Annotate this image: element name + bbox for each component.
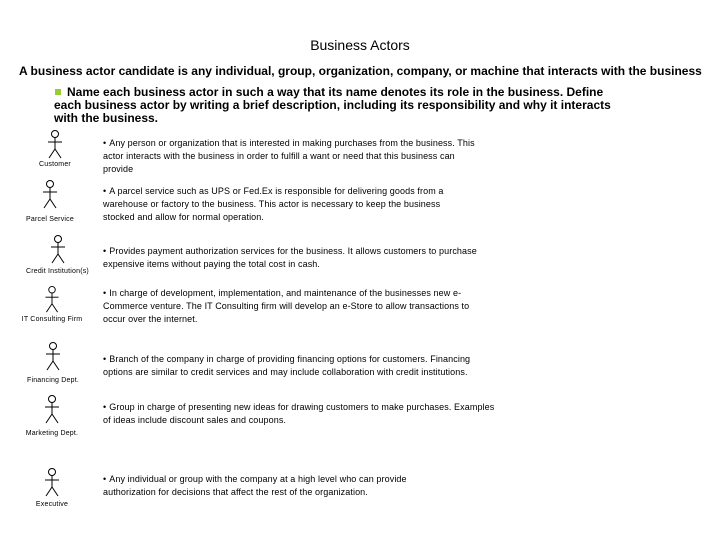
main-bullet-text: Name each business actor in such a way that its name denotes its role in the business. Define each business actor by writing a brief description, including its responsibility and why it interacts with the business.	[54, 85, 611, 125]
stick-figure-icon	[42, 395, 62, 425]
actor-parcel-service	[15, 180, 85, 223]
stick-figure-icon	[43, 342, 63, 372]
page-title: Business Actors	[310, 37, 410, 53]
actor-description	[103, 245, 478, 271]
actor-financing-dept	[18, 342, 88, 384]
actor-it-consulting-firm	[17, 286, 87, 323]
stick-figure-icon	[40, 180, 60, 210]
description-text: Any person or organization that is interested in making purchases from the business. This actor interacts with the business in order to fulfill a want or need that this business can provide	[103, 138, 475, 174]
description-text: A parcel service such as UPS or Fed.Ex is responsible for delivering goods from a warehouse or factory to the business. This actor is necessary to keep the business stocked and allow for normal operation.	[103, 186, 444, 222]
actor-label: Executive	[35, 501, 69, 508]
actor-label: Credit Institution(s)	[26, 268, 89, 275]
description-text: In charge of development, implementation, and maintenance of the businesses new e-Commerce venture. The IT Consulting firm will develop an e-Store to allow transactions to occur over the internet.	[103, 288, 470, 324]
actor-label: Financing Dept.	[26, 377, 80, 384]
description-text: Any individual or group with the company at a high level who can provide authorization for decisions that affect the rest of the organization.	[103, 474, 407, 497]
actor-credit-institutions	[20, 235, 95, 275]
actor-marketing-dept	[17, 395, 87, 437]
actor-label: Marketing Dept.	[25, 430, 79, 437]
intro-text: A business actor candidate is any individual, group, organization, company, or machine that interacts with the business	[19, 64, 702, 78]
actor-description	[103, 185, 448, 224]
actor-executive	[17, 468, 87, 508]
bullet-dot: •	[103, 402, 107, 412]
stick-figure-icon	[42, 286, 62, 314]
main-bullet	[54, 86, 614, 125]
description-text: Branch of the company in charge of providing financing options for customers. Financing options are similar to credit services and may include collaboration with credit institutions.	[103, 354, 471, 377]
stick-figure-icon	[45, 130, 65, 160]
actor-customer	[20, 130, 90, 168]
description-text: Group in charge of presenting new ideas for drawing customers to make purchases. Examples of ideas include discount sales and coupons.	[103, 402, 495, 425]
bullet-dot: •	[103, 474, 107, 484]
stick-figure-icon	[48, 235, 68, 265]
actor-description	[103, 473, 448, 499]
actor-label: Parcel Service	[26, 216, 74, 223]
bullet-dot: •	[103, 246, 107, 256]
actor-label: IT Consulting Firm	[21, 316, 83, 323]
description-text: Provides payment authorization services for the business. It allows customers to purchase expensive items without paying the total cost in cash.	[103, 246, 477, 269]
actor-description	[103, 137, 483, 176]
bullet-dot: •	[103, 138, 107, 148]
actor-label: Customer	[39, 161, 71, 168]
actor-description	[103, 353, 473, 379]
stick-figure-icon	[42, 468, 62, 498]
actor-description	[103, 287, 473, 326]
bullet-square-icon	[55, 89, 61, 95]
actor-description	[103, 401, 498, 427]
bullet-dot: •	[103, 288, 107, 298]
bullet-dot: •	[103, 354, 107, 364]
bullet-dot: •	[103, 186, 107, 196]
